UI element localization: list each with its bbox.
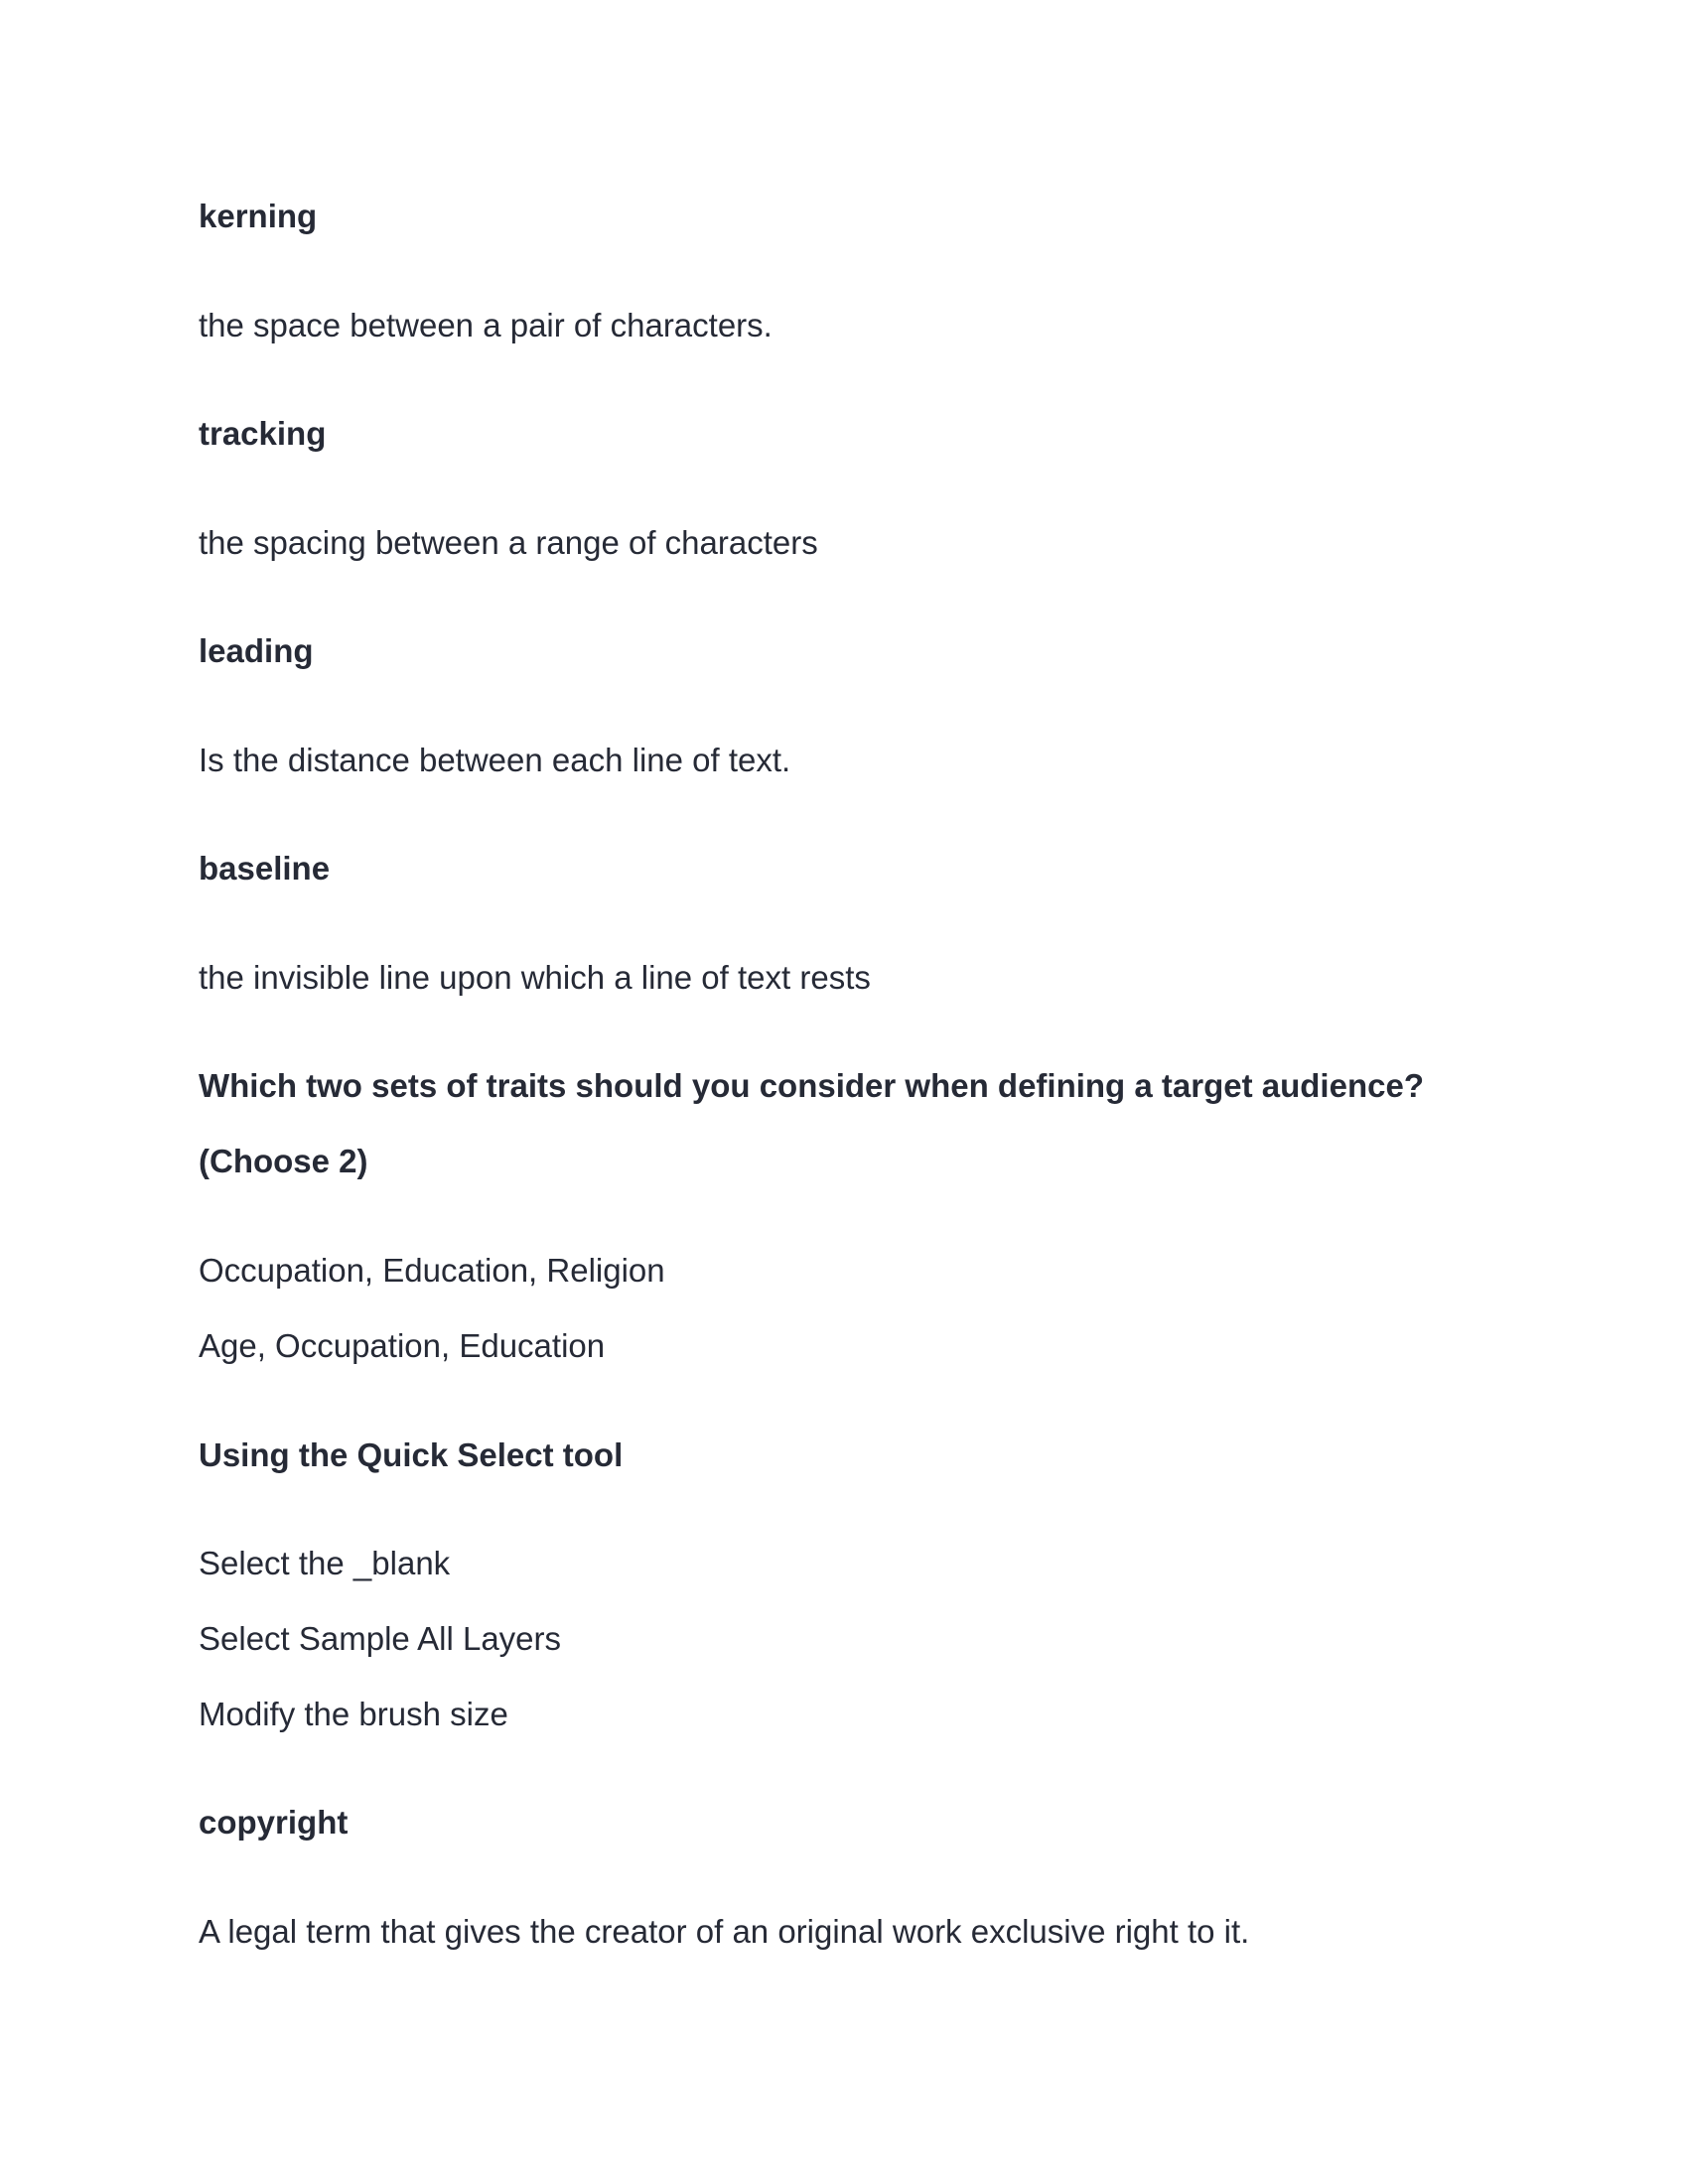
- quick-select-step-3: Modify the brush size: [199, 1696, 508, 1732]
- question-line-2: (Choose 2): [199, 1143, 368, 1179]
- term-leading: leading: [199, 632, 314, 669]
- question-line-1: Which two sets of traits should you consider when defining a target audience?: [199, 1067, 1424, 1104]
- quick-select-title: Using the Quick Select tool: [199, 1436, 624, 1473]
- definition-tracking: the spacing between a range of characters: [199, 524, 818, 561]
- quick-select-step-2: Select Sample All Layers: [199, 1620, 562, 1657]
- definition-kerning: the space between a pair of characters.: [199, 307, 773, 343]
- term-tracking: tracking: [199, 415, 327, 452]
- definition-leading: Is the distance between each line of text.: [199, 742, 791, 778]
- question-answer-2: Age, Occupation, Education: [199, 1327, 606, 1364]
- term-baseline: baseline: [199, 850, 331, 887]
- question-answer-1: Occupation, Education, Religion: [199, 1252, 665, 1289]
- term-kerning: kerning: [199, 198, 318, 234]
- quick-select-step-1: Select the _blank: [199, 1545, 451, 1581]
- term-copyright: copyright: [199, 1804, 349, 1841]
- definition-baseline: the invisible line upon which a line of text rests: [199, 959, 871, 996]
- definition-copyright: A legal term that gives the creator of an original work exclusive right to it.: [199, 1913, 1250, 1950]
